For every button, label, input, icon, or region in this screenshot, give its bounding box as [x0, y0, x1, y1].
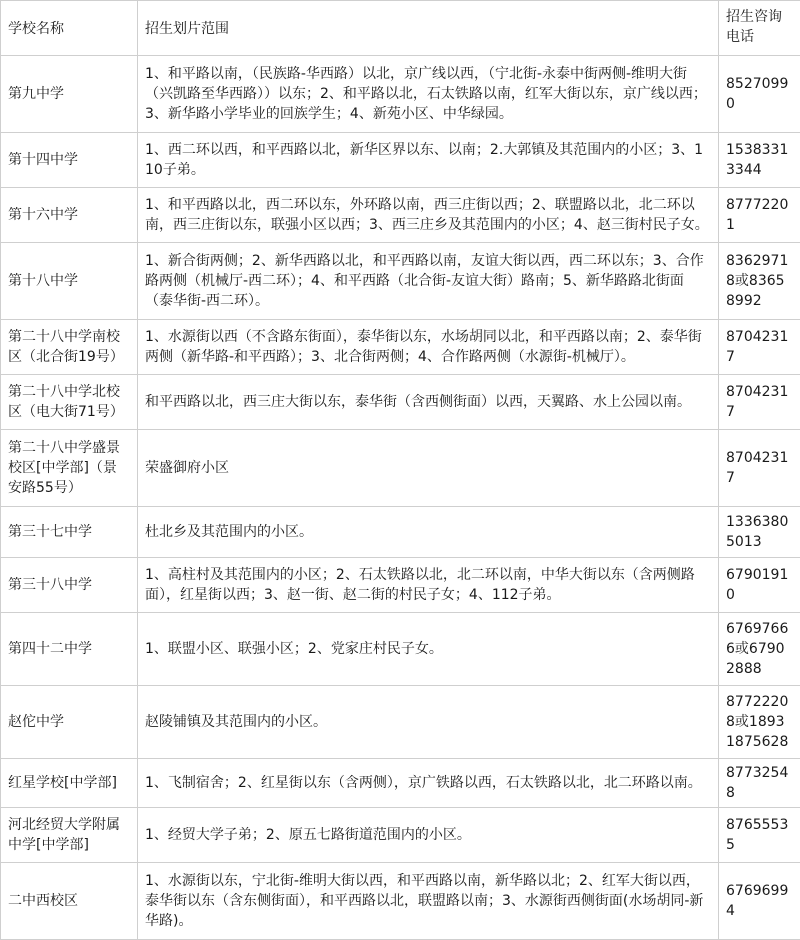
table-row	[1, 507, 800, 558]
range-cell: 1、水源街以东，宁北街-维明大街以西，和平西路以南，新华路以北；2、红军大街以西，泰华街以东（含东侧街面），和平西路以北，联盟路以南；3、水源街西侧街面(水场胡同-新华路)。	[138, 863, 719, 940]
phone-cell: 83629718或83658992	[719, 243, 800, 320]
phone-cell: 87042317	[719, 430, 800, 507]
school-name-cell: 第二十八中学盛景校区[中学部]（景安路55号）	[1, 430, 138, 507]
school-name-cell: 第十六中学	[1, 188, 138, 243]
table-row	[1, 375, 800, 430]
phone-cell: 87772201	[719, 188, 800, 243]
range-cell: 1、联盟小区、联强小区；2、党家庄村民子女。	[138, 613, 719, 686]
range-cell: 1、和平西路以北，西二环以东，外环路以南，西三庄街以西；2、联盟路以北，北二环以南，西三庄街以东，联强小区以西；3、西三庄乡及其范围内的小区；4、赵三街村民子女。	[138, 188, 719, 243]
school-name-cell: 第十八中学	[1, 243, 138, 320]
range-cell: 1、新合街两侧；2、新华西路以北，和平西路以南，友谊大街以西，西二环以东；3、合作路两侧（机械厅-西二环）；4、和平西路（北合街-友谊大街）路南；5、新华路路北街面（泰华街-西二环）。	[138, 243, 719, 320]
table-row	[1, 613, 800, 686]
school-name-cell: 第九中学	[1, 56, 138, 133]
phone-cell: 67901910	[719, 558, 800, 613]
phone-cell: 67696994	[719, 863, 800, 940]
range-cell: 杜北乡及其范围内的小区。	[138, 507, 719, 558]
table-row	[1, 56, 800, 133]
range-cell: 和平西路以北，西三庄大街以东，泰华街（含西侧街面）以西，天翼路、水上公园以南。	[138, 375, 719, 430]
range-cell: 1、西二环以西，和平西路以北，新华区界以东、以南；2.大郭镇及其范围内的小区；3、110子弟。	[138, 133, 719, 188]
school-name-cell: 第三十七中学	[1, 507, 138, 558]
table-row	[1, 686, 800, 759]
table-row	[1, 188, 800, 243]
phone-cell: 87042317	[719, 375, 800, 430]
header-school-name: 学校名称	[1, 1, 138, 56]
phone-cell: 67697666或67902888	[719, 613, 800, 686]
range-cell: 1、高柱村及其范围内的小区；2、石太铁路以北，北二环以南，中华大街以东（含两侧路面），红星街以西；3、赵一街、赵二街的村民子女；4、112子弟。	[138, 558, 719, 613]
range-cell: 1、经贸大学子弟；2、原五七路街道范围内的小区。	[138, 808, 719, 863]
table-row	[1, 133, 800, 188]
school-name-cell: 赵佗中学	[1, 686, 138, 759]
school-name-cell: 第四十二中学	[1, 613, 138, 686]
header-phone: 招生咨询电话	[719, 1, 800, 56]
school-name-cell: 河北经贸大学附属中学[中学部]	[1, 808, 138, 863]
table-row	[1, 759, 800, 808]
range-cell: 1、水源街以西（不含路东街面），泰华街以东，水场胡同以北，和平西路以南；2、泰华街两侧（新华路-和平西路）；3、北合街两侧；4、合作路两侧（水源街-机械厅）。	[138, 320, 719, 375]
phone-cell: 87042317	[719, 320, 800, 375]
school-name-cell: 第二十八中学南校区（北合街19号）	[1, 320, 138, 375]
school-name-cell: 红星学校[中学部]	[1, 759, 138, 808]
table-header-row	[1, 1, 800, 56]
school-name-cell: 第二十八中学北校区（电大街71号）	[1, 375, 138, 430]
range-cell: 赵陵铺镇及其范围内的小区。	[138, 686, 719, 759]
header-enrollment-range: 招生划片范围	[138, 1, 719, 56]
phone-cell: 87722208或18931875628	[719, 686, 800, 759]
table-row	[1, 558, 800, 613]
range-cell: 荣盛御府小区	[138, 430, 719, 507]
school-name-cell: 第三十八中学	[1, 558, 138, 613]
table-row	[1, 863, 800, 940]
phone-cell: 15383313344	[719, 133, 800, 188]
phone-cell: 87732548	[719, 759, 800, 808]
table-row	[1, 808, 800, 863]
table-row	[1, 430, 800, 507]
range-cell: 1、和平路以南，（民族路-华西路）以北，京广线以西，（宁北街-永泰中街两侧-维明大街（兴凯路至华西路））以东；2、和平路以北，石太铁路以南，红军大街以东，京广线以西；3、新华路小学毕业的回族学生；4、新苑小区、中华绿园。	[138, 56, 719, 133]
phone-cell: 87655535	[719, 808, 800, 863]
school-name-cell: 第十四中学	[1, 133, 138, 188]
table-row	[1, 320, 800, 375]
table-row	[1, 243, 800, 320]
phone-cell: 13363805013	[719, 507, 800, 558]
range-cell: 1、飞制宿舍；2、红星街以东（含两侧），京广铁路以西，石太铁路以北，北二环路以南。	[138, 759, 719, 808]
school-name-cell: 二中西校区	[1, 863, 138, 940]
phone-cell: 85270990	[719, 56, 800, 133]
